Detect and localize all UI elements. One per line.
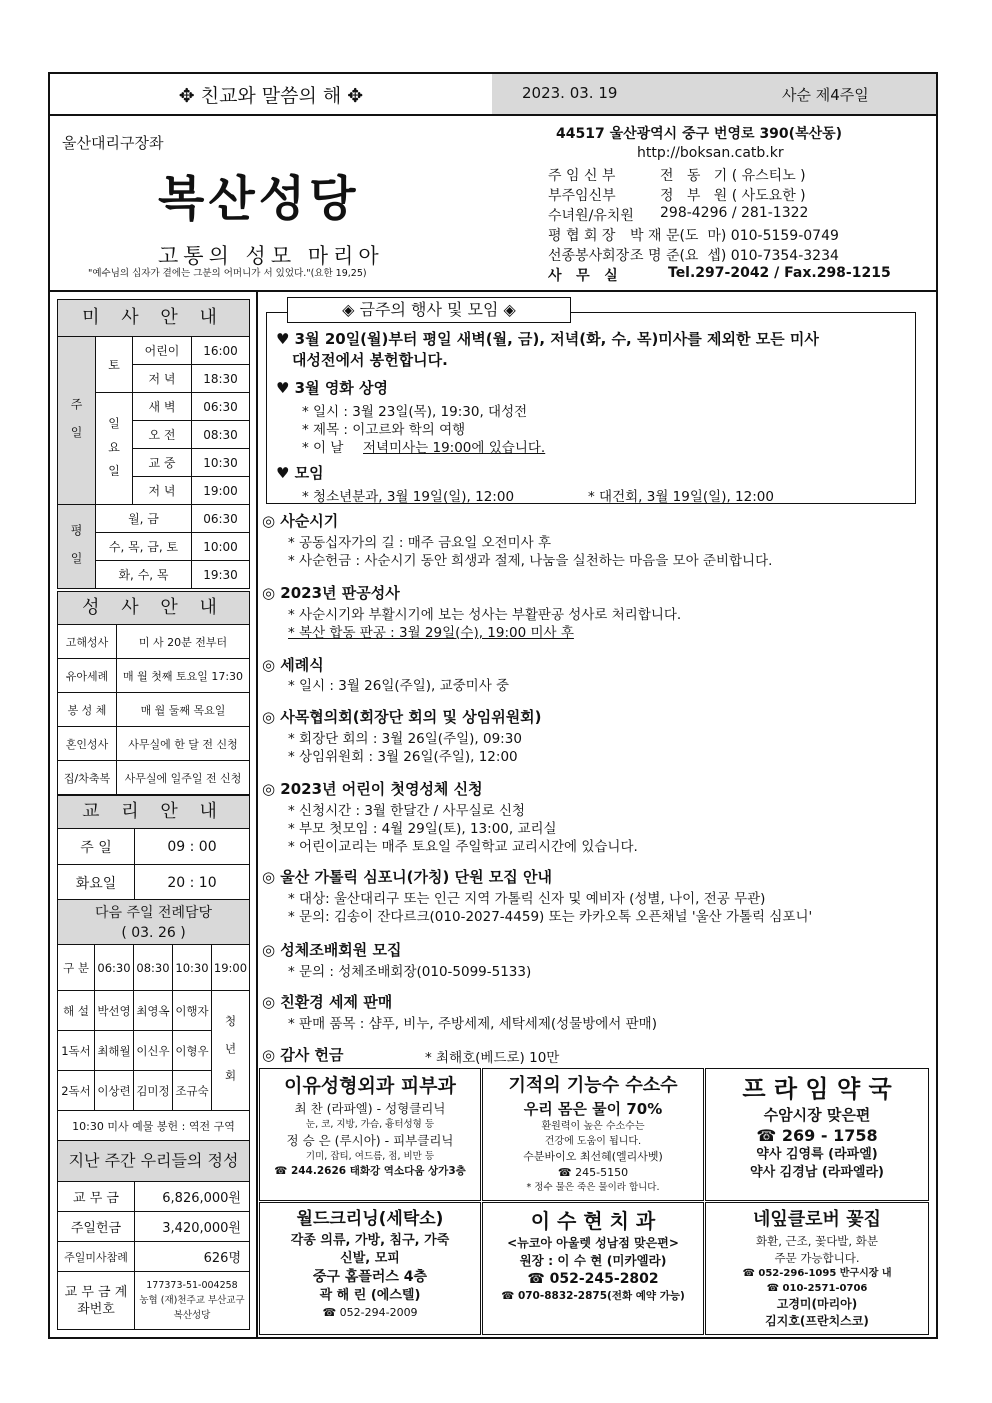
- contact-label: 수녀원/유치원: [548, 208, 634, 224]
- contact-value: 298-4296 / 281-1322: [660, 205, 809, 221]
- duty-header: 08:30: [134, 945, 173, 991]
- catechism-table: [57, 828, 250, 901]
- notice-line: * 사순시기와 부활시기에 보는 성사는 부활판공 성사로 처리합니다.: [288, 607, 682, 623]
- duty-person: 이상련: [95, 1071, 134, 1111]
- event-line: ♥ 3월 영화 상영: [276, 379, 389, 397]
- event-line: * 이 날: [302, 440, 344, 456]
- sacrament-name: 집/차축복: [58, 761, 117, 795]
- sacrament-name: 봉 성 체: [58, 693, 117, 727]
- ad-box: [705, 1068, 929, 1201]
- account-holder: 농협 (재)천주교 부산교구: [139, 1295, 245, 1306]
- ad-line: 고경미(마리아): [776, 1297, 858, 1311]
- event-line: 대성전에서 봉헌합니다.: [292, 351, 448, 369]
- contact-value: 전 동 기 ( 유스티노 ): [660, 168, 806, 184]
- duty-header: 구 분: [58, 945, 95, 991]
- notice-title: ◎ 사목협의회(회장단 회의 및 상임위원회): [262, 708, 542, 726]
- ad-line: ☎ 052-245-2802: [527, 1270, 659, 1287]
- mass-name: 저 녁: [133, 477, 192, 505]
- notice-line: * 상임위원회 : 3월 26일(주일), 12:00: [288, 749, 518, 765]
- catechism-time: 20 : 10: [135, 865, 250, 901]
- offering-name: 주일헌금: [58, 1212, 135, 1242]
- duty-role: 2독서: [58, 1071, 95, 1111]
- mass-time: 18:30: [192, 365, 250, 393]
- offering-name: 교 무 금: [58, 1182, 135, 1212]
- duty-person: 박선영: [95, 991, 134, 1031]
- ad-line: ☎ 010-2571-0706: [766, 1283, 868, 1294]
- mass-table: [57, 336, 250, 589]
- ad-line: * 정수 물은 죽은 물이라 합니다.: [526, 1182, 660, 1193]
- mass-time: 06:30: [192, 393, 250, 421]
- mass-title: 미 사 안 내: [57, 299, 250, 337]
- notice-line: * 복산 합동 판공 : 3월 29일(수), 19:00 미사 후: [288, 625, 574, 641]
- duty-person: 조규숙: [173, 1071, 212, 1111]
- ad-line: 중구 홈플러스 4층: [312, 1269, 428, 1285]
- duty-header: 19:00: [212, 945, 250, 991]
- mass-time: 08:30: [192, 421, 250, 449]
- sacrament-name: 유아세례: [58, 659, 117, 693]
- ad-line: 원장 : 이 수 현 (미카엘라): [519, 1253, 667, 1268]
- ad-box: [259, 1068, 481, 1201]
- sacrament-value: 미 사 20분 전부터: [117, 625, 250, 659]
- duty-table: [57, 944, 250, 1141]
- ad-line: 건강에 도움이 됩니다.: [544, 1136, 642, 1147]
- notice-title: ◎ 울산 가톨릭 심포니(가칭) 단원 모집 안내: [262, 868, 552, 886]
- offering-name: 주일미사참례: [58, 1242, 135, 1272]
- sunday-day-label: 일 요 일: [96, 393, 133, 505]
- catechism-title: 교 리 안 내: [57, 795, 250, 829]
- notice-title: ◎ 감사 헌금: [262, 1046, 344, 1064]
- ad-box: [482, 1068, 704, 1201]
- year-theme: ✥ 친교와 말씀의 해 ✥: [50, 74, 493, 114]
- date-bar: [492, 74, 936, 114]
- offering-title: 지난 주간 우리들의 정성: [57, 1140, 250, 1182]
- diocese: 울산대리구장좌: [62, 134, 164, 152]
- duty-person: 최해월: [95, 1031, 134, 1071]
- contact-value: 정 부 원 ( 사도요한 ): [660, 188, 806, 204]
- ad-line: 주문 가능합니다.: [774, 1250, 860, 1265]
- ad-line: 약사 김경남 (라파엘라): [750, 1165, 884, 1180]
- event-line: * 대건회, 3월 19일(일), 12:00: [588, 489, 774, 505]
- notice-line: * 대상: 울산대리구 또는 인근 지역 가톨릭 신자 및 예비자 (성별, 나이, 전공 무관): [288, 891, 766, 907]
- contact-label: 부주임신부: [548, 188, 616, 204]
- duty-person: 이신우: [134, 1031, 173, 1071]
- duty-person: 최영옥: [134, 991, 173, 1031]
- mass-name: 화, 수, 목: [96, 561, 192, 589]
- duty-note: 10:30 미사 예물 봉헌 : 역전 구역: [58, 1111, 250, 1141]
- notice-title: ◎ 2023년 판공성사: [262, 584, 400, 602]
- account-name: 복산성당: [173, 1310, 211, 1321]
- weekday-label: 평 일: [58, 505, 96, 589]
- duty-title: [57, 899, 250, 945]
- notice-line: * 부모 첫모임 : 4월 29일(토), 13:00, 교리실: [288, 821, 557, 837]
- duty-role: 1독서: [58, 1031, 95, 1071]
- notice-line: * 문의: 김송이 잔다르크(010-2027-4459) 또는 카카오톡 오픈채널 '울산 가톨릭 심포니': [288, 909, 813, 925]
- offering-value: 3,420,000원: [135, 1212, 250, 1242]
- ad-box: [259, 1202, 481, 1335]
- catechism-day: 주 일: [58, 829, 135, 865]
- offering-value: 626명: [135, 1242, 250, 1272]
- notice-line: * 최해호(베드로) 10만: [425, 1050, 560, 1066]
- events-title: ◈ 금주의 행사 및 모임 ◈: [287, 297, 571, 323]
- notice-title: ◎ 성체조배회원 모집: [262, 941, 402, 959]
- ad-line: 환원력이 높은 수소수는: [541, 1121, 645, 1132]
- ad-line: 프 라 임 약 국: [742, 1075, 892, 1103]
- duty-person: 이행자: [173, 991, 212, 1031]
- event-line: 저녁미사는 19:00에 있습니다.: [363, 440, 546, 456]
- ad-line: 최 찬 (라파엘) - 성형클리닉: [294, 1101, 446, 1116]
- ad-line: 눈, 코, 지방, 가슴, 흉터성형 등: [305, 1118, 435, 1130]
- ad-line: 네잎클로버 꽃집: [753, 1209, 881, 1230]
- event-line: * 청소년분과, 3월 19일(일), 12:00: [302, 489, 515, 505]
- notice-line: * 회장단 회의 : 3월 26일(주일), 09:30: [288, 731, 522, 747]
- ad-line: ☎ 070-8832-2875(전화 예약 가능): [501, 1289, 685, 1302]
- account-label: 교 무 금 계좌번호: [58, 1272, 135, 1330]
- notice-line: * 일시 : 3월 26일(주일), 교중미사 중: [288, 678, 510, 694]
- duty-header: 10:30: [173, 945, 212, 991]
- ad-line: ☎ 244.2626 태화강 역소다움 상가3층: [274, 1165, 466, 1177]
- ad-line: 기적의 기능수 수소수: [508, 1075, 678, 1096]
- mass-time: 06:30: [192, 505, 250, 533]
- ad-line: ☎ 052-296-1095 반구시장 내: [742, 1268, 892, 1279]
- notice-line: * 공동십자가의 길 : 매주 금요일 오전미사 후: [288, 535, 552, 551]
- ad-box: [705, 1202, 929, 1335]
- sacrament-name: 고해성사: [58, 625, 117, 659]
- youth-group: 청 년 회: [212, 991, 250, 1111]
- notice-title: ◎ 사순시기: [262, 512, 339, 530]
- account-number: 177373-51-004258: [146, 1280, 238, 1291]
- ad-line: 이 수 현 치 과: [530, 1209, 656, 1233]
- mass-name: 수, 목, 금, 토: [96, 533, 192, 561]
- duty-role: 해 설: [58, 991, 95, 1031]
- ad-line: 김지호(프란치스코): [765, 1314, 869, 1328]
- ad-line: 각종 의류, 가방, 침구, 가죽: [290, 1233, 450, 1248]
- sunday-label: 주 일: [58, 337, 96, 505]
- mass-time: 19:00: [192, 477, 250, 505]
- contact-label: 주 임 신 부: [548, 168, 616, 184]
- event-line: ♥ 모임: [276, 464, 324, 482]
- liturgical-week: 사순 제4주일: [782, 86, 869, 104]
- ad-line: 정 승 은 (루시아) - 피부클리닉: [286, 1133, 454, 1148]
- sacrament-value: 사무실에 일주일 전 신청: [117, 761, 250, 795]
- event-line: * 일시 : 3월 23일(목), 19:30, 대성전: [302, 404, 528, 420]
- sacrament-value: 매 월 둘째 목요일: [117, 693, 250, 727]
- sacrament-value: 사무실에 한 달 전 신청: [117, 727, 250, 761]
- mass-name: 어린이: [133, 337, 192, 365]
- ad-line: 이유성형외과 피부과: [284, 1075, 456, 1097]
- ad-line: ☎ 245-5150: [557, 1166, 629, 1179]
- notice-line: * 신청시간 : 3월 한달간 / 사무실로 신청: [288, 803, 526, 819]
- ad-box: [482, 1202, 704, 1335]
- sacrament-table: [57, 624, 250, 795]
- parish-name: 복산성당: [158, 171, 360, 227]
- offering-value: 6,826,000원: [135, 1182, 250, 1212]
- notice-title: ◎ 2023년 어린이 첫영성체 신청: [262, 780, 483, 798]
- duty-person: 이형우: [173, 1031, 212, 1071]
- duty-person: 김미정: [134, 1071, 173, 1111]
- duty-title-text: 다음 주일 전례담당: [94, 905, 213, 921]
- event-line: * 제목 : 이고르와 학의 여행: [302, 422, 466, 438]
- contact-label: 선종봉사회장: [548, 248, 630, 264]
- notice-line: * 문의 : 성체조배회장(010-5099-5133): [288, 964, 532, 980]
- mass-time: 10:30: [192, 449, 250, 477]
- notice-line: * 어린이교리는 매주 토요일 주일학교 교리시간에 있습니다.: [288, 839, 638, 855]
- ad-line: ☎ 052-294-2009: [322, 1306, 418, 1319]
- ad-line: ☎ 269 - 1758: [756, 1126, 878, 1145]
- patron-saint: 고통의 성모 마리아: [158, 244, 384, 268]
- address: 44517 울산광역시 중구 번영로 390(복산동): [556, 126, 843, 142]
- ad-line: 화환, 근조, 꽃다발, 화분: [756, 1234, 878, 1248]
- ad-line: 우리 몸은 물이 70%: [523, 1100, 663, 1118]
- notice-line: * 사순헌금 : 사순시기 동안 희생과 절제, 나눔을 실천하는 마음을 모아 준비합니다.: [288, 553, 773, 569]
- ad-line: 신발, 모피: [340, 1251, 400, 1266]
- duty-date: ( 03. 26 ): [121, 925, 186, 941]
- sacrament-value: 매 월 첫째 토요일 17:30: [117, 659, 250, 693]
- website[interactable]: http://boksan.catb.kr: [637, 145, 784, 161]
- mass-time: 16:00: [192, 337, 250, 365]
- saturday-label: 토: [96, 337, 133, 393]
- event-line: ♥ 3월 20일(월)부터 평일 새벽(월, 금), 저녁(화, 수, 목)미사를 제외한 모든 미사: [276, 330, 819, 348]
- sacrament-title: 성 사 안 내: [57, 591, 250, 625]
- ad-line: 수암시장 맞은편: [763, 1106, 871, 1124]
- catechism-time: 09 : 00: [135, 829, 250, 865]
- mass-time: 10:00: [192, 533, 250, 561]
- notice-line: * 판매 품목 : 샴푸, 비누, 주방세제, 세탁세제(성물방에서 판매): [288, 1016, 657, 1032]
- offering-table: [57, 1181, 250, 1330]
- notice-title: ◎ 세례식: [262, 656, 324, 674]
- contact-label: 평 협 회 장: [548, 228, 616, 244]
- contact-value: 조 명 준(요 셉) 010-7354-3234: [630, 248, 839, 264]
- mass-name: 오 전: [133, 421, 192, 449]
- ad-line: 기미, 잡티, 여드름, 점, 비만 등: [305, 1150, 435, 1162]
- mass-name: 월, 금: [96, 505, 192, 533]
- duty-header: 06:30: [95, 945, 134, 991]
- mass-time: 19:30: [192, 561, 250, 589]
- contact-value: 박 재 문(도 마) 010-5159-0749: [630, 228, 839, 244]
- sacrament-name: 혼인성사: [58, 727, 117, 761]
- mass-name: 저 녁: [133, 365, 192, 393]
- catechism-day: 화요일: [58, 865, 135, 901]
- ad-line: <뉴코아 아울렛 성남점 맞은편>: [507, 1236, 679, 1250]
- ad-line: 약사 김영륵 (라파엘): [756, 1147, 878, 1162]
- contact-label: 사 무 실: [548, 268, 618, 284]
- ad-line: 수분바이오 최선혜(엘리사벳): [523, 1150, 663, 1163]
- ad-line: 곽 해 린 (에스텔): [319, 1288, 421, 1303]
- bulletin-date: 2023. 03. 19: [522, 84, 618, 102]
- mass-name: 교 중: [133, 449, 192, 477]
- ad-line: 월드크리닝(세탁소): [296, 1209, 444, 1229]
- contact-value: Tel.297-2042 / Fax.298-1215: [668, 265, 891, 281]
- mass-name: 새 벽: [133, 393, 192, 421]
- notice-title: ◎ 친환경 세제 판매: [262, 993, 393, 1011]
- scripture-quote: "예수님의 십자가 곁에는 그분의 어머니가 서 있었다."(요한 19,25): [88, 268, 367, 279]
